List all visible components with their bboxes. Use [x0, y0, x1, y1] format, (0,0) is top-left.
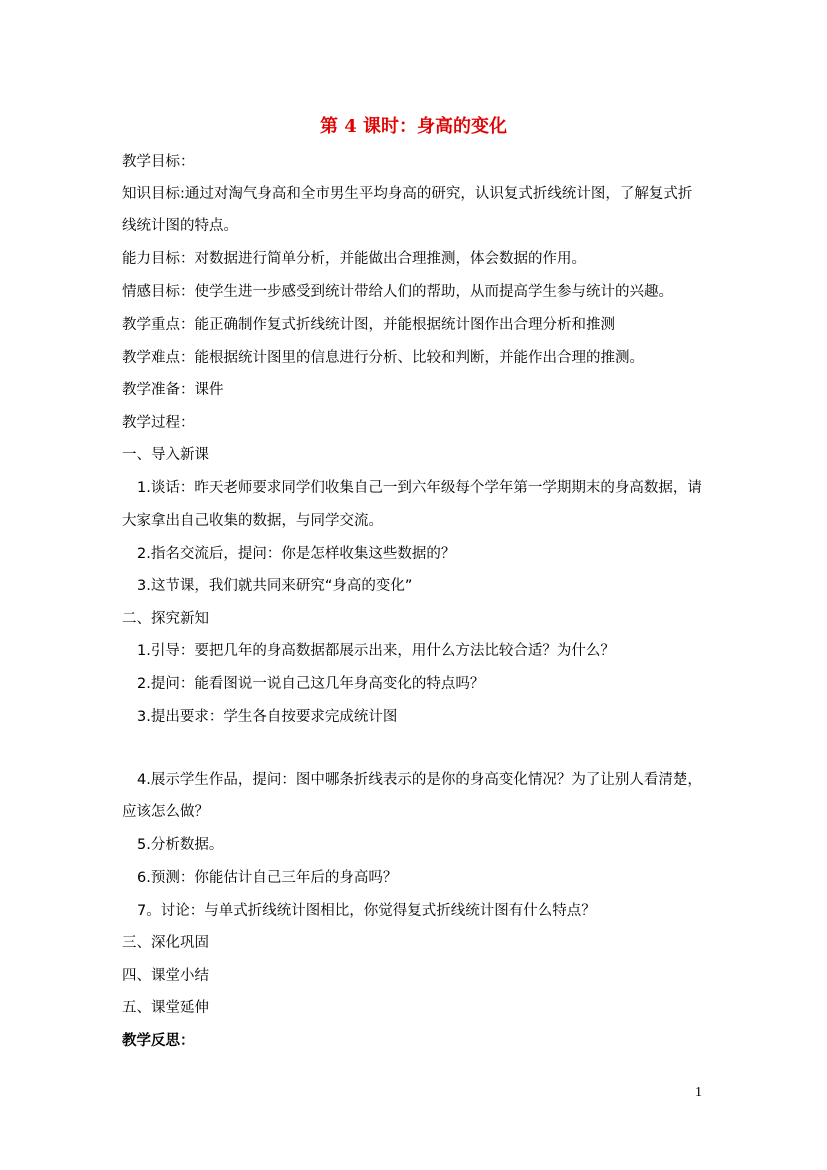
- difficult-points: 教学难点：能根据统计图里的信息进行分析、比较和判断，并能作出合理的推测。: [122, 350, 644, 366]
- step-2-3: 3.提出要求：学生各自按要求完成统计图: [137, 709, 398, 725]
- step-2-6: 6.预测：你能估计自己三年后的身高吗？: [137, 870, 398, 886]
- process-heading: 教学过程：: [122, 415, 195, 431]
- section-4-heading: 四、课堂小结: [122, 968, 209, 984]
- reflection-heading: 教学反思：: [122, 1033, 195, 1049]
- step-2-7: 7。讨论：与单式折线统计图相比，你觉得复式折线统计图有什么特点？: [137, 903, 596, 919]
- step-2-1: 1.引导：要把几年的身高数据都展示出来，用什么方法比较合适？为什么？: [137, 643, 615, 659]
- step-2-5: 5.分析数据。: [137, 837, 224, 853]
- key-points: 教学重点：能正确制作复式折线统计图，并能根据统计图作出合理分析和推测: [122, 317, 615, 333]
- step-1-2: 2.指名交流后，提问：你是怎样收集这些数据的？: [137, 546, 456, 562]
- page-title: 第 4 课时：身高的变化: [319, 116, 508, 137]
- step-2-4-line-2: 应该怎么做？: [122, 804, 209, 820]
- knowledge-goal-line-2: 线统计图的特点。: [122, 218, 238, 234]
- section-3-heading: 三、深化巩固: [122, 935, 209, 951]
- step-2-2: 2.提问：能看图说一说自己这几年身高变化的特点吗？: [137, 676, 485, 692]
- page-number: 1: [695, 1085, 702, 1100]
- step-2-4-line-1: 4.展示学生作品，提问：图中哪条折线表示的是你的身高变化情况？为了让别人看清楚，: [137, 772, 702, 788]
- section-2-heading: 二、探究新知: [122, 611, 209, 627]
- step-1-3: 3.这节课，我们就共同来研究“身高的变化”: [137, 578, 413, 594]
- ability-goal: 能力目标：对数据进行简单分析，并能做出合理推测，体会数据的作用。: [122, 251, 586, 267]
- emotion-goal: 情感目标：使学生进一步感受到统计带给人们的帮助，从而提高学生参与统计的兴趣。: [122, 284, 673, 300]
- section-5-heading: 五、课堂延伸: [122, 1000, 209, 1016]
- preparation: 教学准备：课件: [122, 382, 224, 398]
- step-1-1-line-1: 1.谈话：昨天老师要求同学们收集自己一到六年级每个学年第一学期期末的身高数据，请: [137, 480, 702, 496]
- teaching-goals-heading: 教学目标：: [122, 154, 195, 170]
- step-1-1-line-2: 大家拿出自己收集的数据，与同学交流。: [122, 513, 383, 529]
- section-1-heading: 一、导入新课: [122, 447, 209, 463]
- knowledge-goal-line-1: 知识目标:通过对淘气身高和全市男生平均身高的研究，认识复式折线统计图，了解复式折: [122, 186, 693, 202]
